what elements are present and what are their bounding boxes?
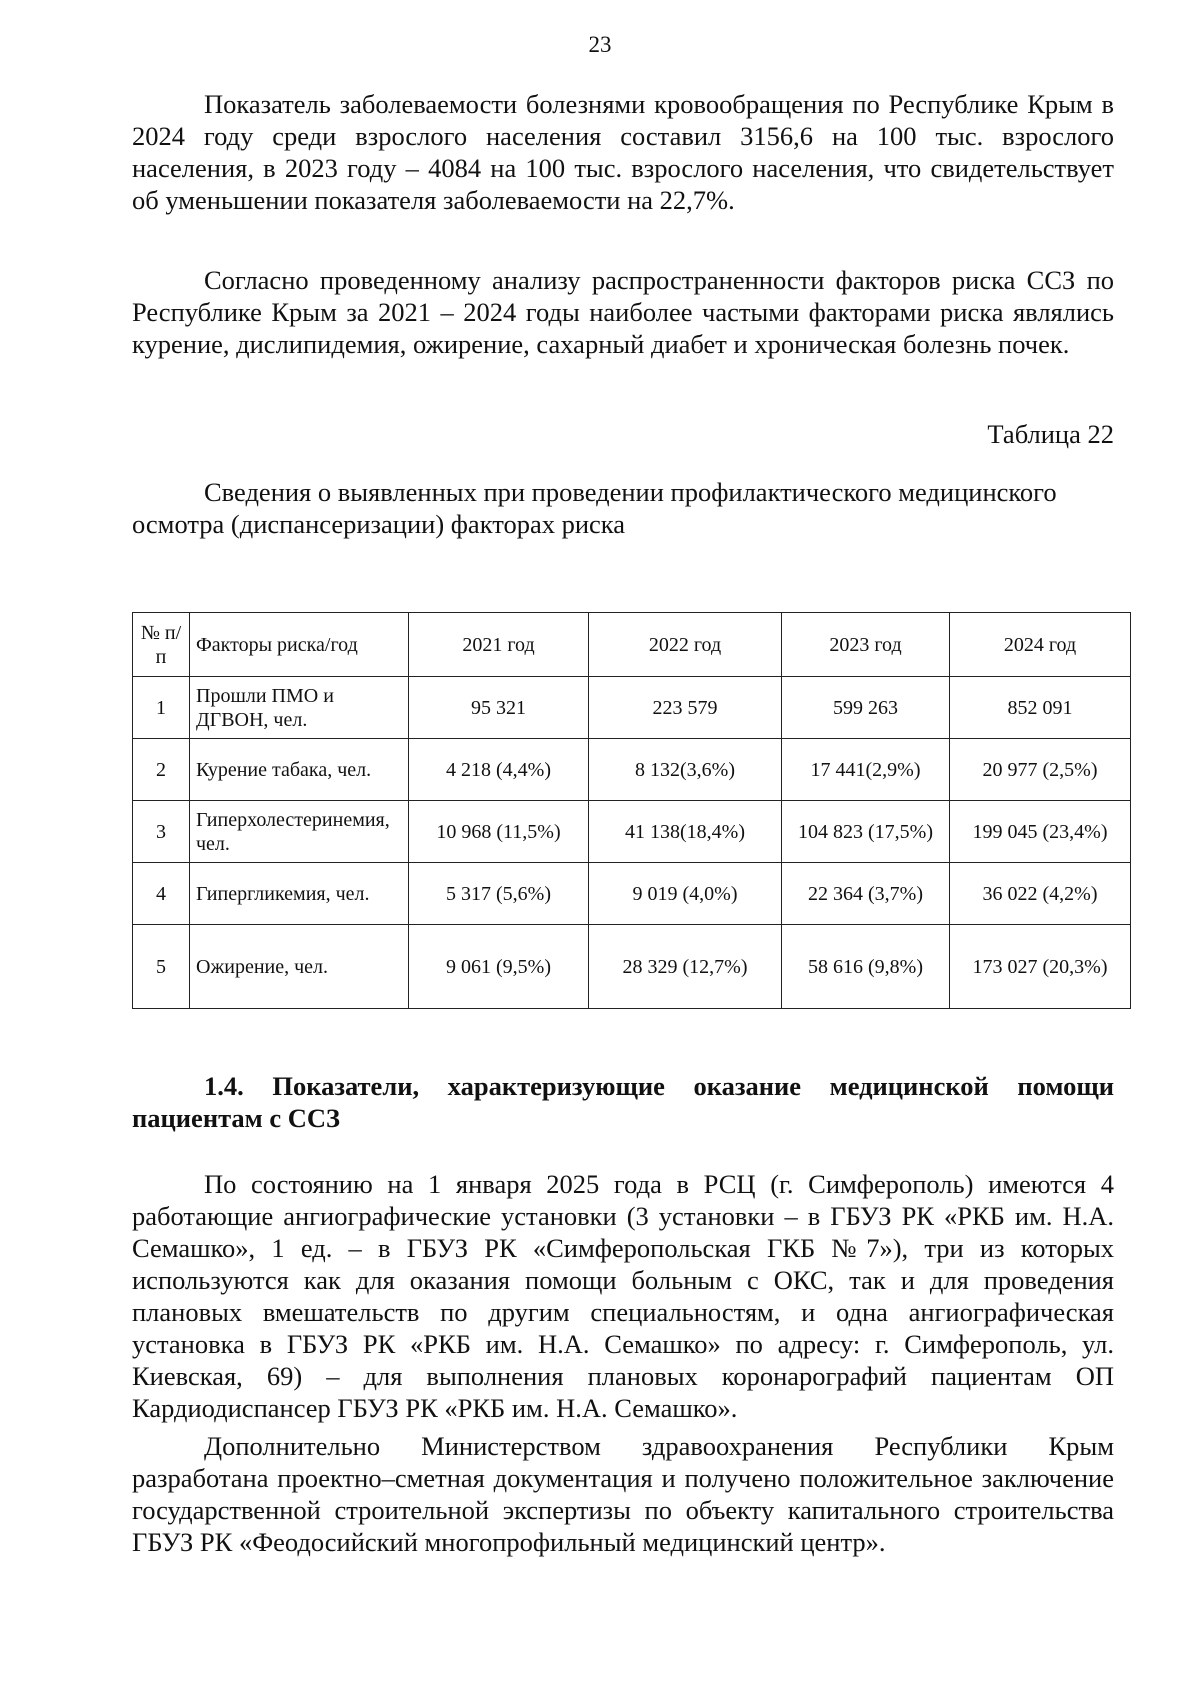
cell-factor: Прошли ПМО и ДГВОН, чел. bbox=[190, 677, 409, 739]
cell-2024: 852 091 bbox=[950, 677, 1131, 739]
header-2024: 2024 год bbox=[950, 613, 1131, 677]
cell-2022: 8 132(3,6%) bbox=[589, 739, 782, 801]
cell-number: 4 bbox=[133, 863, 190, 925]
cell-2024: 20 977 (2,5%) bbox=[950, 739, 1131, 801]
cell-2022: 9 019 (4,0%) bbox=[589, 863, 782, 925]
header-factor: Факторы риска/год bbox=[190, 613, 409, 677]
table-row bbox=[133, 925, 1131, 1009]
header-2023: 2023 год bbox=[782, 613, 950, 677]
header-2021: 2021 год bbox=[409, 613, 589, 677]
cell-2024: 36 022 (4,2%) bbox=[950, 863, 1131, 925]
cell-factor: Гипергликемия, чел. bbox=[190, 863, 409, 925]
table-title: Сведения о выявленных при проведении профилактического медицинского осмотра (диспансеризации) факторах риска bbox=[132, 477, 1057, 539]
header-number: № п/п bbox=[133, 613, 190, 677]
table-row bbox=[133, 739, 1131, 801]
cell-2022: 28 329 (12,7%) bbox=[589, 925, 782, 1009]
cell-2022: 223 579 bbox=[589, 677, 782, 739]
table-label: Таблица 22 bbox=[987, 419, 1114, 449]
cell-2021: 5 317 (5,6%) bbox=[409, 863, 589, 925]
cell-number: 3 bbox=[133, 801, 190, 863]
cell-2023: 104 823 (17,5%) bbox=[782, 801, 950, 863]
cell-2022: 41 138(18,4%) bbox=[589, 801, 782, 863]
section-heading: 1.4. Показатели, характеризующие оказание медицинской помощи пациентам с ССЗ bbox=[132, 1071, 1114, 1133]
table-header-row bbox=[133, 613, 1131, 677]
cell-2023: 22 364 (3,7%) bbox=[782, 863, 950, 925]
cell-2023: 599 263 bbox=[782, 677, 950, 739]
cell-2021: 4 218 (4,4%) bbox=[409, 739, 589, 801]
cell-factor: Гиперхолестеринемия, чел. bbox=[190, 801, 409, 863]
cell-2023: 58 616 (9,8%) bbox=[782, 925, 950, 1009]
table-row bbox=[133, 801, 1131, 863]
cell-number: 5 bbox=[133, 925, 190, 1009]
cell-factor: Курение табака, чел. bbox=[190, 739, 409, 801]
cell-2024: 173 027 (20,3%) bbox=[950, 925, 1131, 1009]
cell-2021: 9 061 (9,5%) bbox=[409, 925, 589, 1009]
table-row bbox=[133, 863, 1131, 925]
cell-number: 2 bbox=[133, 739, 190, 801]
cell-2021: 95 321 bbox=[409, 677, 589, 739]
cell-number: 1 bbox=[133, 677, 190, 739]
cell-2024: 199 045 (23,4%) bbox=[950, 801, 1131, 863]
paragraph-construction: Дополнительно Министерством здравоохранения Республики Крым разработана проектно–сметная документация и получено положительное заключение государственной строительной экспертизы по объекту капитального строительства ГБУЗ РК «Феодосийский многопрофильный медицинский центр». bbox=[132, 1431, 1114, 1557]
paragraph-incidence: Показатель заболеваемости болезнями кровообращения по Республике Крым в 2024 году среди взрослого населения составил 3156,6 на 100 тыс. взрослого населения, в 2023 году – 4084 на 100 тыс. взрослого населения, что свидетельствует об уменьшении показателя заболеваемости на 22,7%. bbox=[132, 89, 1114, 215]
header-2022: 2022 год bbox=[589, 613, 782, 677]
paragraph-risk-factors: Согласно проведенному анализу распространенности факторов риска ССЗ по Республике Крым за 2021 – 2024 годы наиболее частыми факторами риска являлись курение, дислипидемия, ожирение, сахарный диабет и хроническая болезнь почек. bbox=[132, 265, 1114, 359]
cell-factor: Ожирение, чел. bbox=[190, 925, 409, 1009]
risk-factors-table bbox=[132, 612, 1131, 1009]
cell-2023: 17 441(2,9%) bbox=[782, 739, 950, 801]
paragraph-angiography: По состоянию на 1 января 2025 года в РСЦ (г. Симферополь) имеются 4 работающие ангиографические установки (3 установки – в ГБУЗ РК «РКБ им. Н.А. Семашко», 1 ед. – в ГБУЗ РК «Симферопольская ГКБ №7»), три из которых используются как для оказания помощи больным с ОКС, так и для проведения плановых вмешательств по другим специальностям, и одна ангиографическая установка в ГБУЗ РК «РКБ им. Н.А. Семашко» по адресу: г. Симферополь, ул. Киевская, 69) – для выполнения плановых коронарографий пациентам ОП Кардиодиспансер ГБУЗ РК «РКБ им. Н.А. Семашко». bbox=[132, 1169, 1114, 1423]
page-number: 23 bbox=[588, 32, 612, 57]
table-row bbox=[133, 677, 1131, 739]
cell-2021: 10 968 (11,5%) bbox=[409, 801, 589, 863]
